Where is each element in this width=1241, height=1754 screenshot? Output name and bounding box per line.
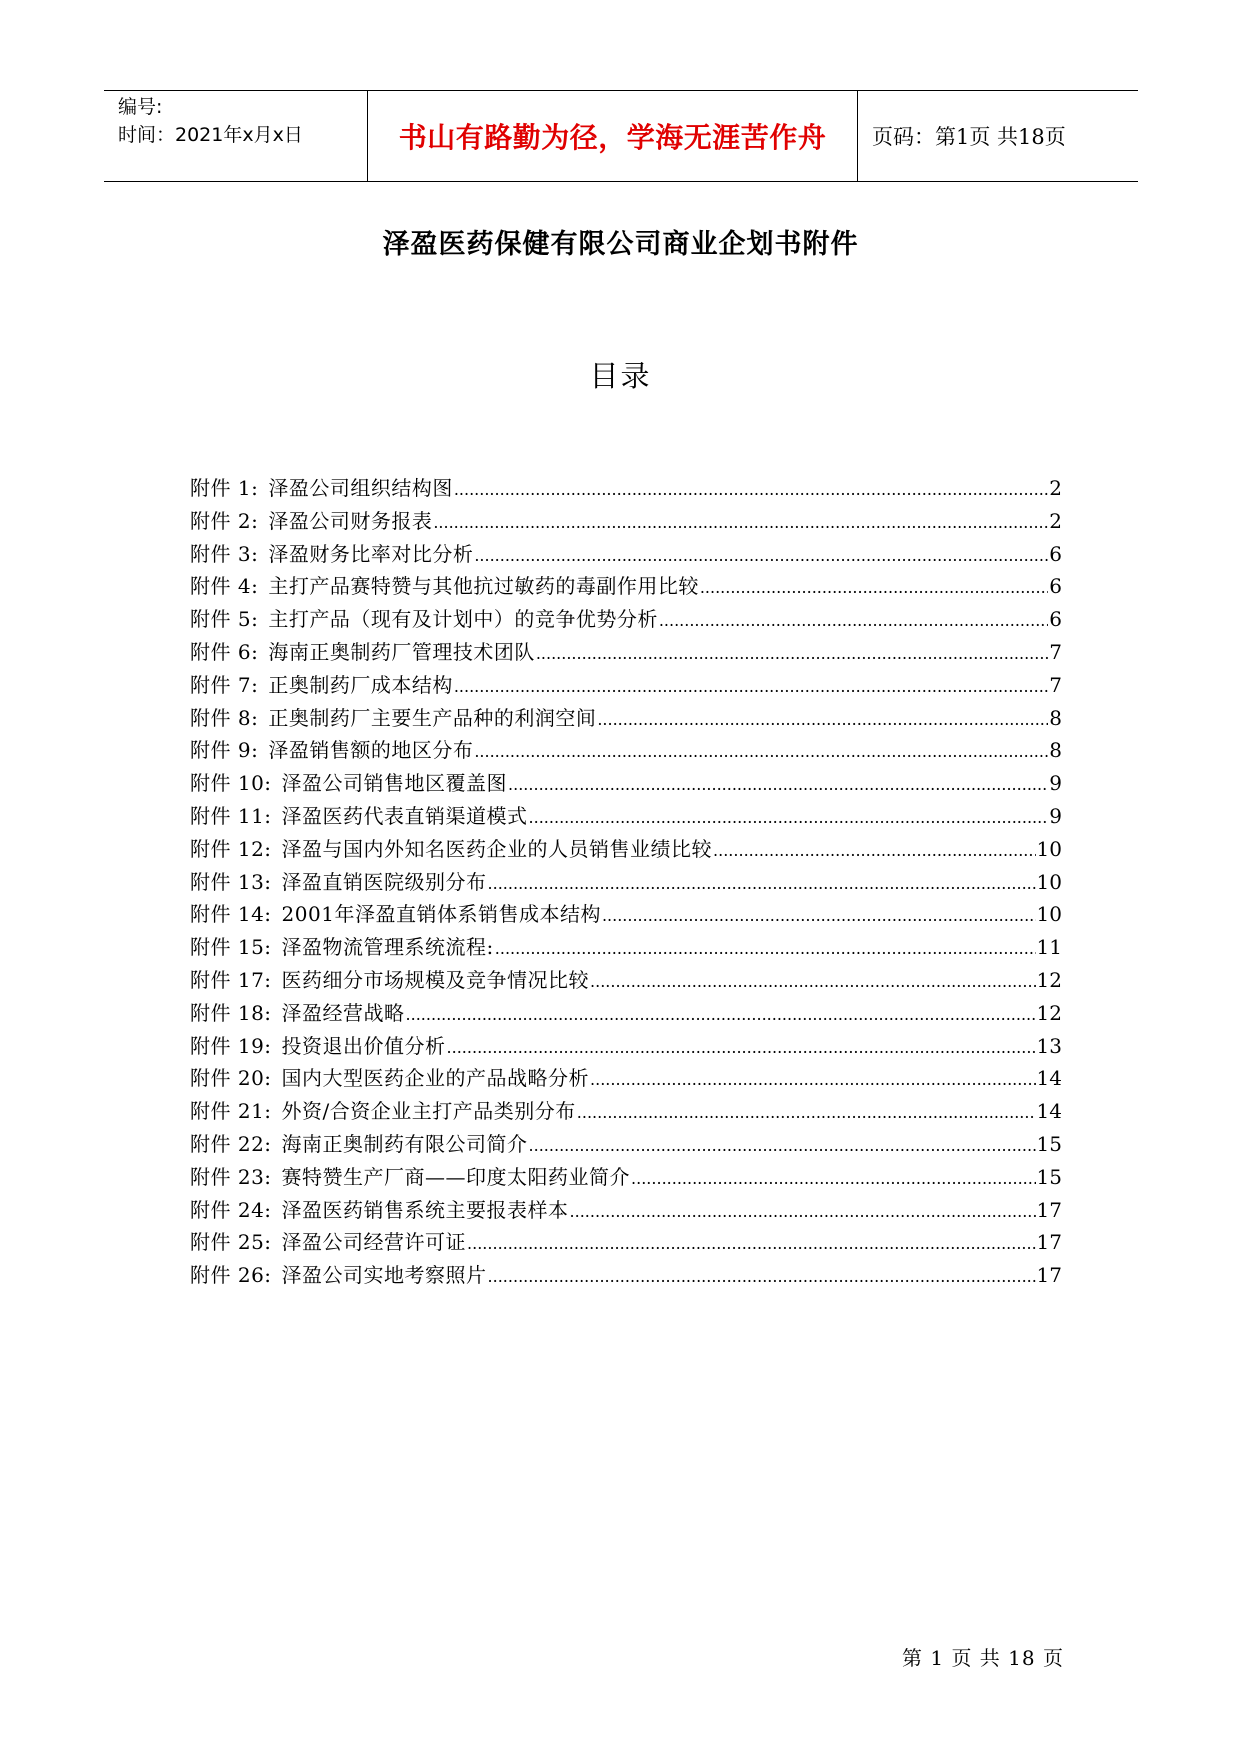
toc-entry[interactable]: [190, 1128, 1062, 1161]
table-of-contents: [190, 472, 1062, 1292]
toc-entry-title: 医药细分市场规模及竞争情况比较: [281, 967, 590, 992]
toc-entry-title: 泽盈销售额的地区分布: [268, 738, 474, 763]
toc-entry-title: 正奥制药厂成本结构: [268, 672, 453, 697]
document-title: 泽盈医药保健有限公司商业企划书附件: [382, 229, 859, 260]
toc-entry-title: 正奥制药厂主要生产品种的利润空间: [268, 705, 597, 730]
toc-entry[interactable]: [190, 1030, 1062, 1063]
toc-entry[interactable]: [190, 1259, 1062, 1292]
toc-entry[interactable]: [190, 1095, 1062, 1128]
toc-leader-dots: [433, 513, 1048, 532]
toc-entry-page: 9: [1049, 803, 1062, 828]
toc-entry-number: 附件 6:: [190, 639, 259, 664]
time-label: 时间：2021年x月x日: [118, 124, 303, 146]
toc-leader-dots: [597, 710, 1048, 729]
toc-leader-dots: [631, 1169, 1036, 1188]
toc-entry[interactable]: [190, 866, 1062, 899]
toc-entry-number: 附件 5:: [190, 607, 259, 632]
toc-leader-dots: [447, 1038, 1036, 1057]
toc-leader-dots: [474, 546, 1048, 565]
toc-entry-title: 泽盈医药代表直销渠道模式: [281, 803, 528, 828]
toc-entry[interactable]: [190, 997, 1062, 1030]
toc-entry-title: 泽盈财务比率对比分析: [268, 541, 474, 566]
toc-entry-page: 9: [1049, 771, 1062, 796]
toc-leader-dots: [454, 677, 1048, 696]
toc-leader-dots: [700, 578, 1048, 597]
toc-entry-number: 附件 11:: [190, 803, 272, 828]
toc-entry-page: 2: [1049, 508, 1062, 533]
toc-entry-number: 附件 14:: [190, 902, 272, 927]
toc-entry-page: 15: [1036, 1131, 1062, 1156]
toc-entry-number: 附件 17:: [190, 967, 272, 992]
toc-entry-title: 国内大型医药企业的产品战略分析: [281, 1066, 590, 1091]
toc-entry-number: 附件 18:: [190, 1000, 272, 1025]
toc-entry-number: 附件 13:: [190, 869, 272, 894]
toc-leader-dots: [590, 972, 1036, 991]
toc-entry-title: 主打产品赛特赞与其他抗过敏药的毒副作用比较: [268, 574, 699, 599]
toc-entry-page: 12: [1036, 967, 1062, 992]
toc-entry-title: 泽盈医药销售系统主要报表样本: [281, 1197, 569, 1222]
toc-leader-dots: [713, 841, 1036, 860]
toc-entry-number: 附件 12:: [190, 836, 272, 861]
toc-entry[interactable]: [190, 964, 1062, 997]
header-meta: [104, 91, 368, 181]
toc-heading: 目录: [589, 359, 652, 393]
toc-entry-number: 附件 24:: [190, 1197, 272, 1222]
header-motto: 书山有路勤为径，学海无涯苦作舟: [368, 91, 858, 181]
toc-entry[interactable]: [190, 538, 1062, 571]
toc-entry-title: 泽盈公司财务报表: [268, 508, 433, 533]
toc-entry-page: 7: [1049, 639, 1062, 664]
toc-entry[interactable]: [190, 570, 1062, 603]
toc-leader-dots: [590, 1070, 1036, 1089]
toc-entry[interactable]: [190, 669, 1062, 702]
toc-entry-title: 主打产品（现有及计划中）的竞争优势分析: [268, 607, 658, 632]
toc-entry-page: 17: [1036, 1197, 1062, 1222]
toc-entry-page: 14: [1036, 1099, 1062, 1124]
toc-entry-title: 泽盈经营战略: [281, 1000, 405, 1025]
toc-entry-page: 12: [1036, 1000, 1062, 1025]
toc-entry-page: 6: [1049, 574, 1062, 599]
toc-entry[interactable]: [190, 472, 1062, 505]
toc-entry-title: 外资/合资企业主打产品类别分布: [281, 1099, 576, 1124]
toc-entry-title: 海南正奥制药有限公司简介: [281, 1131, 528, 1156]
toc-entry-number: 附件 4:: [190, 574, 259, 599]
toc-entry[interactable]: [190, 1161, 1062, 1194]
toc-entry-number: 附件 10:: [190, 771, 272, 796]
toc-entry-number: 附件 15:: [190, 935, 272, 960]
toc-entry-page: 10: [1036, 836, 1062, 861]
toc-entry[interactable]: [190, 702, 1062, 735]
toc-entry[interactable]: [190, 931, 1062, 964]
toc-entry-number: 附件 23:: [190, 1164, 272, 1189]
toc-entry-title: 赛特赞生产厂商——印度太阳药业简介: [281, 1164, 631, 1189]
toc-entry-page: 11: [1036, 935, 1062, 960]
toc-entry-number: 附件 26:: [190, 1263, 272, 1288]
toc-leader-dots: [488, 1267, 1036, 1286]
toc-entry[interactable]: [190, 603, 1062, 636]
toc-leader-dots: [488, 874, 1036, 893]
toc-entry-number: 附件 25:: [190, 1230, 272, 1255]
toc-entry-number: 附件 20:: [190, 1066, 272, 1091]
toc-leader-dots: [508, 775, 1048, 794]
toc-entry-number: 附件 21:: [190, 1099, 272, 1124]
toc-entry[interactable]: [190, 636, 1062, 669]
toc-entry-page: 8: [1049, 738, 1062, 763]
toc-leader-dots: [602, 906, 1036, 925]
toc-entry[interactable]: [190, 898, 1062, 931]
toc-entry-page: 8: [1049, 705, 1062, 730]
page-header: [104, 90, 1138, 182]
toc-entry[interactable]: [190, 505, 1062, 538]
toc-leader-dots: [495, 939, 1036, 958]
toc-entry[interactable]: [190, 1194, 1062, 1227]
toc-entry-page: 10: [1036, 869, 1062, 894]
toc-leader-dots: [570, 1202, 1036, 1221]
toc-entry[interactable]: [190, 1062, 1062, 1095]
toc-leader-dots: [454, 480, 1048, 499]
header-page-info: 页码：第1页 共18页: [872, 125, 1066, 149]
toc-entry-title: 泽盈公司销售地区覆盖图: [281, 771, 508, 796]
toc-entry-page: 10: [1036, 902, 1062, 927]
toc-entry-title: 泽盈与国内外知名医药企业的人员销售业绩比较: [281, 836, 713, 861]
toc-entry-number: 附件 9:: [190, 738, 259, 763]
toc-entry-page: 17: [1036, 1230, 1062, 1255]
serial-label: 编号:: [118, 96, 163, 118]
toc-leader-dots: [406, 1005, 1036, 1024]
toc-entry-title: 泽盈直销医院级别分布: [281, 869, 487, 894]
toc-entry-page: 7: [1049, 672, 1062, 697]
toc-entry-number: 附件 7:: [190, 672, 259, 697]
toc-entry[interactable]: [190, 833, 1062, 866]
toc-entry-number: 附件 19:: [190, 1033, 272, 1058]
toc-entry[interactable]: [190, 734, 1062, 767]
toc-entry[interactable]: [190, 767, 1062, 800]
toc-leader-dots: [659, 611, 1048, 630]
toc-entry-title: 海南正奥制药厂管理技术团队: [268, 639, 535, 664]
toc-entry-number: 附件 22:: [190, 1131, 272, 1156]
toc-entry-title: 2001年泽盈直销体系销售成本结构: [281, 902, 601, 927]
toc-entry-number: 附件 8:: [190, 705, 259, 730]
toc-entry-page: 6: [1049, 607, 1062, 632]
toc-entry-page: 13: [1036, 1033, 1062, 1058]
toc-leader-dots: [529, 808, 1049, 827]
toc-leader-dots: [474, 742, 1048, 761]
toc-entry-page: 15: [1036, 1164, 1062, 1189]
toc-leader-dots: [536, 644, 1048, 663]
toc-entry-number: 附件 2:: [190, 508, 259, 533]
toc-entry-title: 泽盈公司实地考察照片: [281, 1263, 487, 1288]
toc-entry-page: 17: [1036, 1263, 1062, 1288]
toc-entry-page: 14: [1036, 1066, 1062, 1091]
toc-leader-dots: [529, 1136, 1036, 1155]
toc-entry-number: 附件 3:: [190, 541, 259, 566]
toc-entry-title: 投资退出价值分析: [281, 1033, 446, 1058]
toc-entry-title: 泽盈物流管理系统流程:: [281, 935, 494, 960]
toc-entry-title: 泽盈公司组织结构图: [268, 476, 453, 500]
toc-entry-page: 6: [1049, 541, 1062, 566]
toc-entry[interactable]: [190, 1226, 1062, 1259]
toc-entry-number: 附件 1:: [190, 476, 259, 500]
toc-leader-dots: [577, 1103, 1036, 1122]
toc-entry-title: 泽盈公司经营许可证: [281, 1230, 467, 1255]
toc-entry-page: 2: [1049, 476, 1062, 500]
page-footer: 第 1 页 共 18 页: [902, 1646, 1064, 1670]
toc-leader-dots: [467, 1234, 1036, 1253]
toc-entry[interactable]: [190, 800, 1062, 833]
